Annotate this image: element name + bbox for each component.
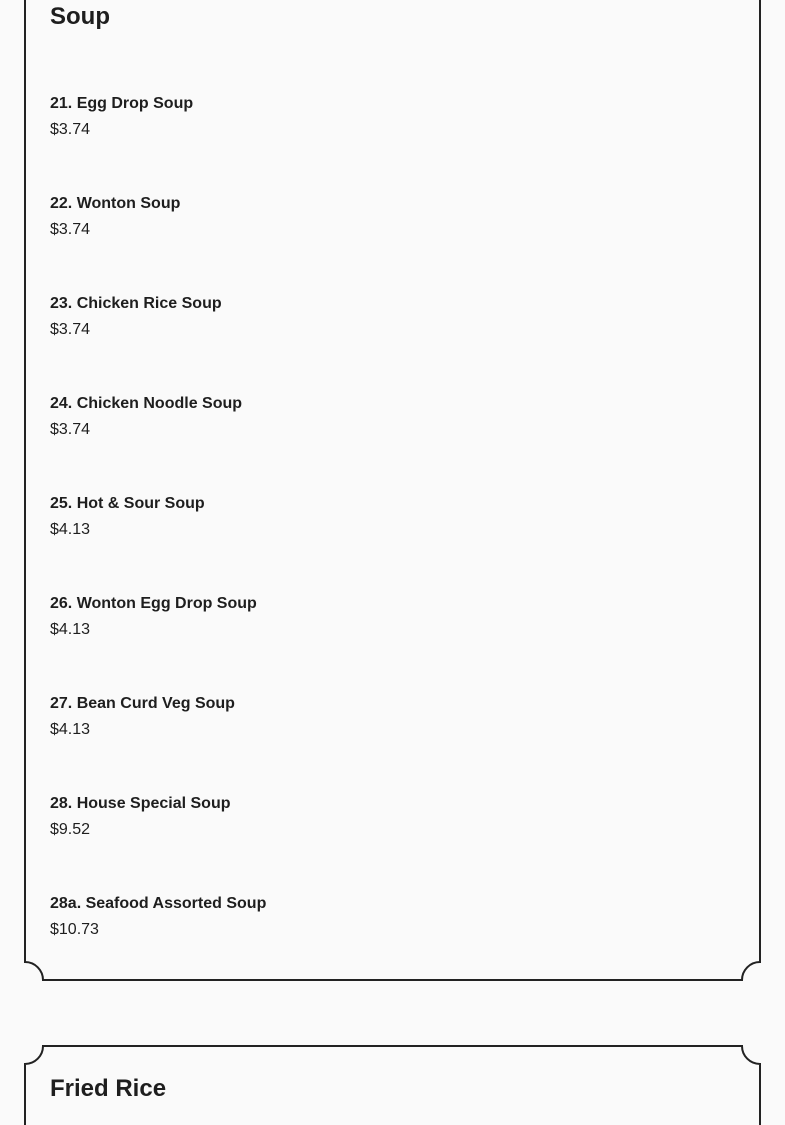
item-price: $3.74 (50, 221, 91, 238)
item-name: 27. Bean Curd Veg Soup (50, 695, 235, 712)
item-name: 28a. Seafood Assorted Soup (50, 895, 267, 912)
menu-item-house-special-soup[interactable] (50, 794, 730, 840)
item-price: $3.74 (50, 121, 91, 138)
item-price: $4.13 (50, 521, 91, 538)
item-price: $3.74 (50, 421, 91, 438)
fried-rice-section-title: Fried Rice (50, 1075, 167, 1102)
menu-item-wonton-soup[interactable] (50, 194, 730, 240)
item-name: 23. Chicken Rice Soup (50, 295, 222, 312)
menu-item-chicken-rice-soup[interactable] (50, 294, 730, 340)
item-name: 28. House Special Soup (50, 795, 231, 812)
menu-item-bean-curd-veg-soup[interactable] (50, 694, 730, 740)
item-price: $4.13 (50, 621, 91, 638)
menu-item-wonton-egg-drop-soup[interactable] (50, 594, 730, 640)
item-name: 26. Wonton Egg Drop Soup (50, 595, 257, 612)
item-name: 22. Wonton Soup (50, 195, 181, 212)
item-price: $3.74 (50, 321, 91, 338)
item-price: $10.73 (50, 921, 99, 938)
menu-item-egg-drop-soup[interactable] (50, 94, 730, 140)
menu-item-seafood-assorted-soup[interactable] (50, 894, 730, 940)
item-name: 25. Hot & Sour Soup (50, 495, 205, 512)
menu-item-hot-sour-soup[interactable] (50, 494, 730, 540)
menu-item-chicken-noodle-soup[interactable] (50, 394, 730, 440)
soup-section-title: Soup (50, 3, 110, 30)
item-price: $9.52 (50, 821, 91, 838)
item-name: 24. Chicken Noodle Soup (50, 395, 243, 412)
item-price: $4.13 (50, 721, 91, 738)
item-name: 21. Egg Drop Soup (50, 95, 194, 112)
